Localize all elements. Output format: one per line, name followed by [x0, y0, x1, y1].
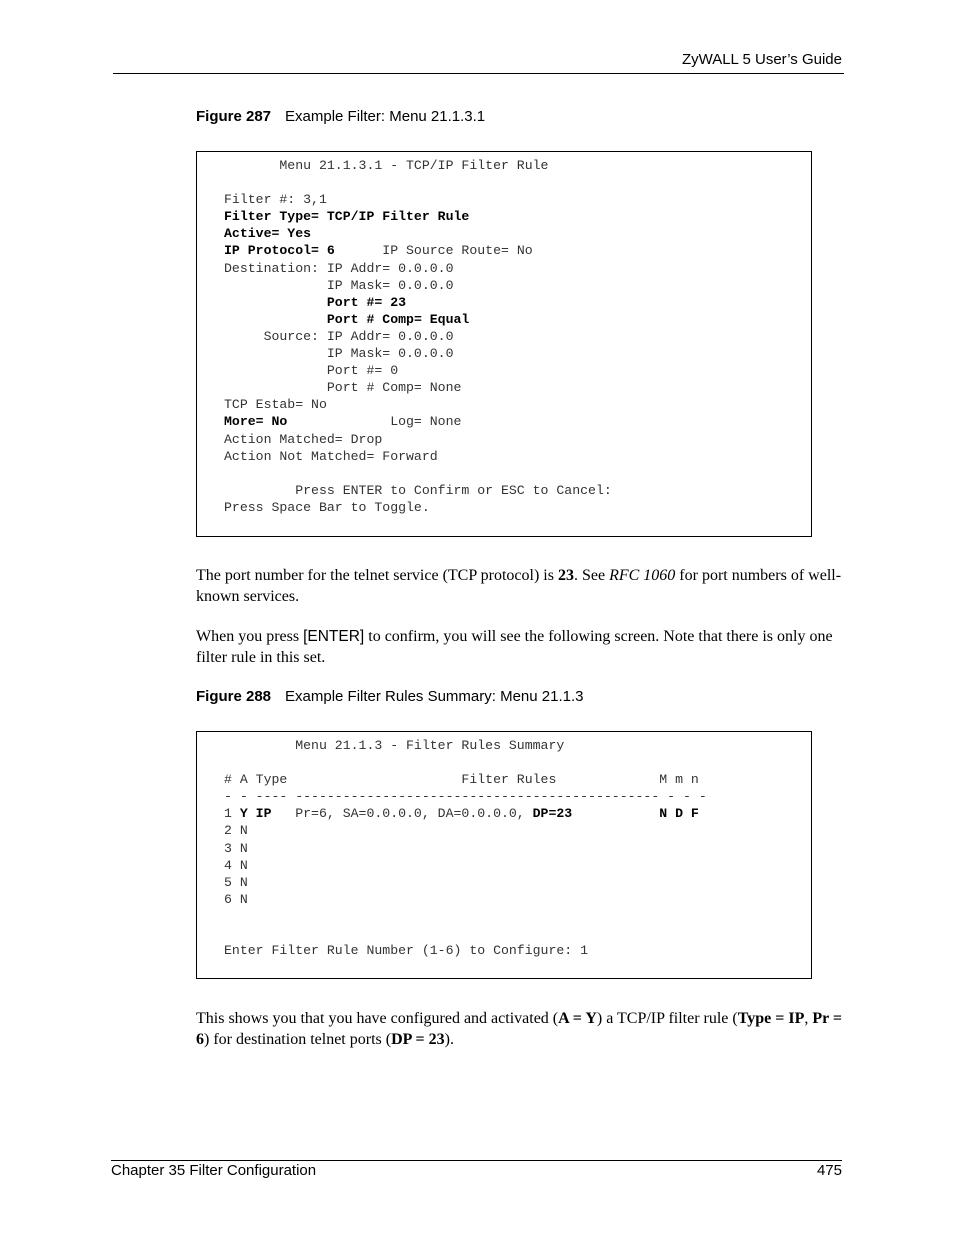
figure-287-label: Figure 287 — [196, 108, 272, 125]
menu-21-1-3-1-text: Menu 21.1.3.1 - TCP/IP Filter Rule Filter #: 3,1 Filter Type= TCP/IP Filter Rule Active= Yes IP Protocol= 6 IP Source Route= No Destination: IP Addr= 0.0.0.0 IP Mask= 0.0.0.0 Port #= 23 Port # Comp= Equal Source: IP Addr= 0.0.0.0 IP Mask= 0.0.0.0 Port #= 0 Port # Comp= None TCP Estab= No More= No Log= None Action Matched= Drop Action Not Matched= Forward Press ENTER to Confirm or ESC to Cancel: Press Space Bar to Toggle. — [224, 158, 612, 515]
footer-rule — [111, 1160, 842, 1161]
figure-288-label: Figure 288 — [196, 688, 272, 705]
figure-287-screen — [196, 151, 812, 537]
header-rule — [113, 73, 844, 74]
figure-288-screen — [196, 731, 812, 979]
paragraph-summary-explanation: This shows you that you have configured and activated (A = Y) a TCP/IP filter rule (Type = IP, Pr = 6) for destination telnet ports (DP = 23). — [196, 1010, 843, 1048]
footer-page-number: 475 — [816, 1162, 842, 1179]
paragraph-port-number: The port number for the telnet service (TCP protocol) is 23. See RFC 1060 for port numbers of well-known services. — [196, 567, 842, 605]
enter-key-label: [ENTER] — [303, 628, 365, 645]
footer-chapter: Chapter 35 Filter Configuration — [111, 1162, 317, 1179]
figure-287-title: Example Filter: Menu 21.1.3.1 — [285, 108, 486, 125]
figure-287-caption — [196, 108, 485, 125]
running-header: ZyWALL 5 User’s Guide — [681, 51, 842, 68]
menu-21-1-3-text: Menu 21.1.3 - Filter Rules Summary # A Type Filter Rules M m n - - ---- ---------------------------------------------- - - - 1 Y IP Pr=6, SA=0.0.0.0, DA=0.0.0.0, DP=23 N D F 2 N 3 N 4 N 5 N 6 N Enter Filter Rule Number (1-6) to Configure: 1 — [224, 738, 707, 959]
figure-288-caption — [196, 688, 583, 705]
paragraph-press-enter: When you press [ENTER] to confirm, you will see the following screen. Note that there is only one filter rule in this set. — [196, 628, 833, 666]
figure-288-title: Example Filter Rules Summary: Menu 21.1.3 — [285, 688, 584, 705]
